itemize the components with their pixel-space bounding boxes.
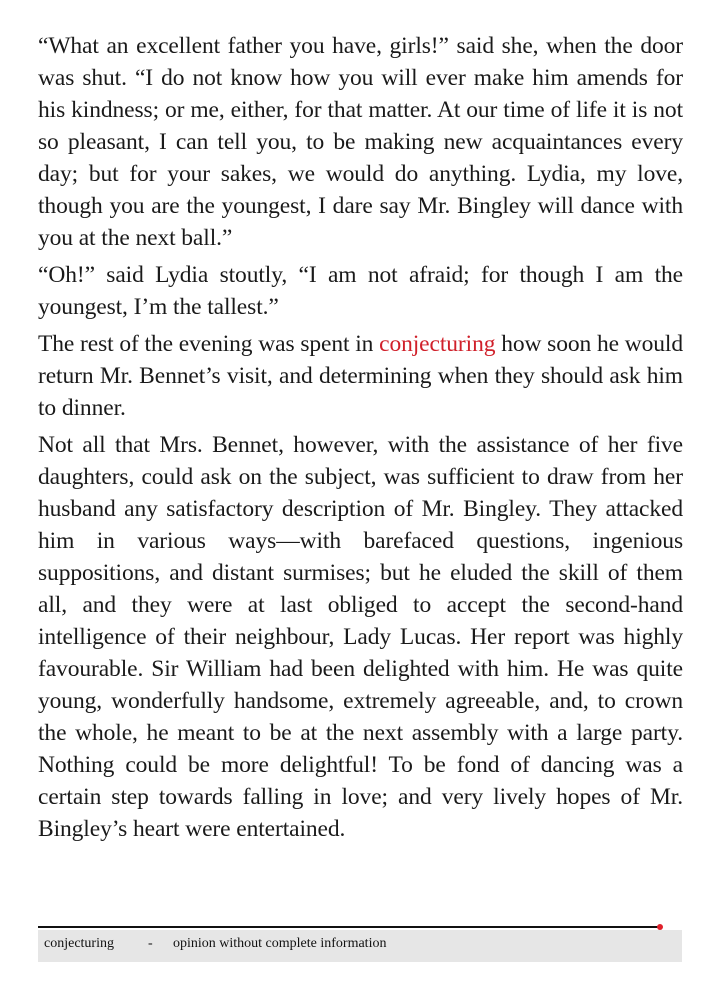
paragraph-4: Not all that Mrs. Bennet, however, with the assistance of her five daughters, could ask on the subject, was sufficient to draw from her husband any satisfactory description of Mr. Bingley. They attacked him in various ways—with barefaced questions, ingenious suppositions, and distant surmises; but he eluded the skill of them all, and they were at last obliged to accept the second-hand intelligence of their neighbour, Lady Lucas. Her report was highly favourable. Sir William had been delighted with him. He was quite young, wonderfully handsome, extremely agreeable, and, to crown the whole, he meant to be at the next assembly with a large party. Nothing could be more delightful! To be fond of dancing was a certain step towards falling in love; and very lively hopes of Mr. Bingley’s heart were entertained. <box>38 432 683 842</box>
glossary-definition: opinion without complete information <box>173 936 387 951</box>
paragraph-3 <box>38 328 683 424</box>
paragraph-3-after: how soon he would return Mr. Bennet’s visit, and determining when they should ask him to dinner. <box>38 331 684 421</box>
paragraph-3-before: The rest of the evening was spent in <box>38 331 380 357</box>
text-body <box>38 30 683 850</box>
paragraph-1: “What an excellent father you have, girls!” said she, when the door was shut. “I do not know how you will ever make him amends for his kindness; or me, either, for that matter. At our time of life it is not so pleasant, I can tell you, to be making new acquaintances every day; but for your sakes, we would do anything. Lydia, my love, though you are the youngest, I dare say Mr. Bingley will dance with you at the next ball.” <box>38 33 683 251</box>
glossary-term: conjecturing <box>44 936 114 951</box>
highlighted-word: conjecturing <box>379 331 496 357</box>
divider-rule <box>38 926 658 928</box>
glossary-separator: - <box>148 936 153 951</box>
paragraph-2: “Oh!” said Lydia stoutly, “I am not afraid; for though I am the youngest, I’m the tallest.” <box>38 262 683 320</box>
glossary-box <box>38 930 682 962</box>
